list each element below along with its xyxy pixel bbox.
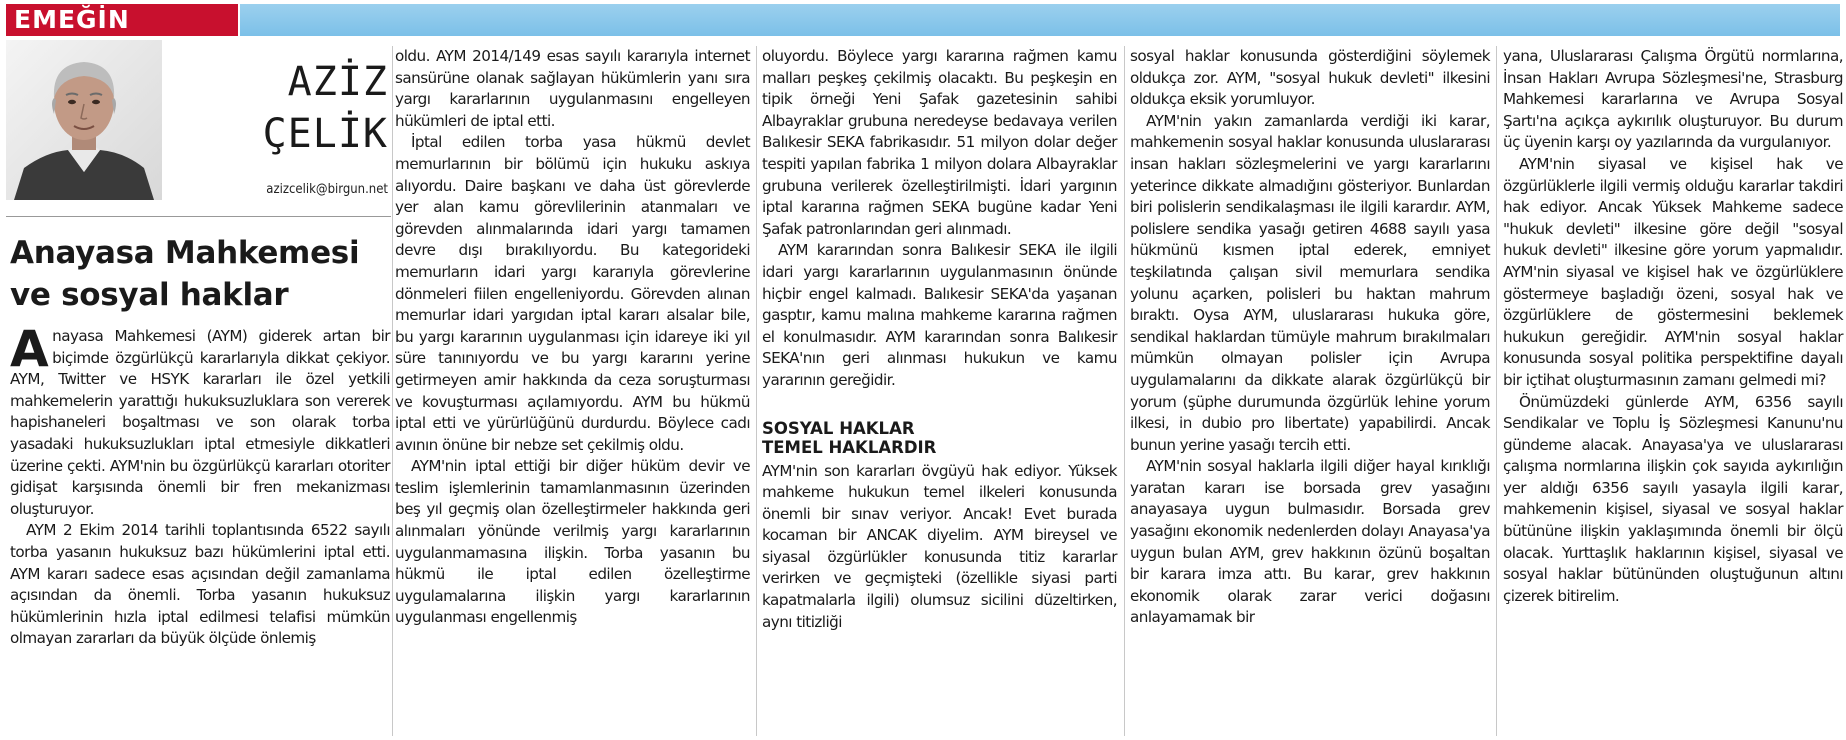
drop-cap: A [10,320,49,378]
paragraph: Önümüzdeki günlerde AYM, 6356 sayılı Sendikalar ve Toplu İş Sözleşmesi Kanunu'nu gündeme alacak. Anayasa'ya ve uluslararası çalışma normlarına ilişkin çok sayıda aykırılığın yer aldığı 6356 sayılı yasayla ilgili karar, mahkemenin kişisel, siyasal ve sosyal haklar bütününe ilişkin yaklaşımında önemli bir ölçü olacak. Yurttaşlık haklarının kişisel, siyasal ve sosyal haklar bütününden oluştuğunun altını çizerek bitirelim. [1503,392,1843,605]
author-last-name: ÇELİK [262,111,388,157]
paragraph: oluyordu. Böylece yargı kararına rağmen kamu malları peşkeş çekilmiş olacaktı. Bu peşkeşin en tipik örneği Yeni Şafak gazetesinin sahibi Albayraklar grubuna neredeyse bedavaya verilen Balıkesir SEKA fabrikasıdır. 51 milyon dolar değer tespiti yapılan fabrika 1 milyon dolara Albayraklar grubuna verilerek özelleştirilmişti. İdari yargının iptal kararına rağmen SEKA bugüne kadar Yeni Şafak patronlarından geri alınmadı. [762,47,1117,238]
column-4 [1130,46,1490,629]
paragraph: AYM'nin son kararları övgüyü hak ediyor. Yüksek mahkeme hukukun temel ilkeleri konusunda önemli bir sınav veriyor. Ancak! Evet burada kocaman bir ANCAK diyelim. AYM bireysel ve siyasal özgürlükler konusunda titiz kararlar verirken ve geçmişteki (özellikle siyasi parti kapatmalarla ilgili) olumsuz sicilini düzeltirken, aynı titizliği [762,461,1117,631]
column-rule [756,46,757,736]
paragraph [10,320,390,520]
subheading-line: SOSYAL HAKLAR [762,418,915,438]
paragraph: oldu. AYM 2014/149 esas sayılı kararıyla internet sansürüne olanak sağlayan hükümlerin yanı sıra yargı kararlarının uygulanmasını engelleyen hükümleri de iptal etti. [395,47,750,130]
author-divider [6,216,391,217]
column-1 [10,320,390,650]
column-2 [395,46,750,629]
author-first-name: AZİZ [287,59,388,105]
paragraph: AYM'nin yakın zamanlarda verdiği iki karar, mahkemenin sosyal haklar konusunda uluslararası insan hakları sözleşmelerini ve yargı kararlarını yeterince dikkate almadığını gösteriyor. Bunlardan biri polislerin sendikalaşması ile ilgili karardır. AYM, polislere sendika yasağı getiren 4688 sayılı yasa hükmünü kısmen iptal ederek, emniyet teşkilatında çalışan sivil memurlara sendika yolunu açarken, polisleri bu haktan mahrum bıraktı. Oysa AYM, uluslararası hukuka göre, sendikal haklardan tümüyle mahrum bırakılmaları mümkün olmayan polisler için Avrupa uygulamalarını da dikkate alarak özgürlükçü bir yorum (şüphe durumunda özgürlük lehine yorum ilkesi, in dubio pro libertate) yapabilirdi. Ancak bunun yerine yasağı tercih etti. [1130,111,1490,454]
section-label-box [6,4,238,36]
paragraph: AYM'nin sosyal haklarla ilgili diğer hayal kırıklığı yaratan kararı ise borsada grev yasağını anayasaya uygun bulmasıdır. Borsada grev yasağını ekonomik nedenlerden dolayı Anayasa'ya uygun bulan AYM, grev hakkının özünü boşaltan bir karara imza attı. Bu karar, grev hakkının ekonomik olarak zarar verici doğasını anlayamamak bir [1130,457,1490,627]
paragraph: yana, Uluslararası Çalışma Örgütü normlarına, İnsan Hakları Avrupa Sözleşmesi'ne, Strasburg Mahkemesi kararlarına ve Avrupa Sosyal Şartı'na açıkça aykırılık oluşturuyor. Bu durum üç üyenin karşı oy yazılarında da vurgulanıyor. [1503,47,1843,152]
section-label: EMEĞİN [14,5,130,34]
column-rule [1124,46,1125,736]
paragraph: AYM'nin iptal ettiği bir diğer hüküm devir ve teslim işlemlerinin tamamlanmasının üzerinden beş yıl geçmiş olan özelleştirmeler hakkında geri alınmaları yönünde verilmiş yargı kararlarının uygulanmamasına ilişkin. Torba yasanın bu hükmü ile iptal edilen özelleştirme uygulamalarına ilişkin yargı kararlarının uygulanması engellenmiş [395,457,750,627]
subheading [762,419,1117,457]
author-name [168,56,388,160]
article-title-line: Anayasa Mahkemesi [10,235,360,271]
header-bar [240,4,1840,36]
column-rule [1496,46,1497,736]
author-photo [6,40,162,200]
column-rule [392,46,393,736]
article-title-line: ve sosyal haklar [10,277,289,313]
article-title [10,232,390,316]
author-email: azizcelik@birgun.net [266,182,388,197]
column-3 [762,46,1117,633]
paragraph: AYM'nin siyasal ve kişisel hak ve özgürlüklerle ilgili vermiş olduğu kararlar takdiri hak ediyor. Ancak Yüksek Mahkeme sadece "hukuk devleti" ilkesine göre değil "sosyal hukuk devleti" ilkesine göre yorum yapmalıdır. AYM'nin siyasal ve kişisel hak ve özgürlüklere göstermeye başladığı özeni, sosyal hak ve özgürlüklere de göstermesini beklemek hukukun gereğidir. AYM'nin sosyal haklar konusunda sosyal politika perspektifine dayalı bir içtihat oluşturmasının zamanı gelmedi mi? [1503,154,1843,389]
paragraph: sosyal haklar konusunda gösterdiğini söylemek oldukça zor. AYM, "sosyal hukuk devleti" ilkesini oldukça eksik yorumluyor. [1130,47,1490,109]
paragraph: AYM 2 Ekim 2014 tarihli toplantısında 6522 sayılı torba yasanın hukuksuz bazı hükümlerini iptal etti. AYM kararı sadece esas açısından değil zamanlama açısından da önemli. Torba yasanın hukuksuz hükümlerinin hızla iptal edilmesi telafisi mümkün olmayan zararları da büyük ölçüde önlemiş [10,521,390,648]
subheading-line: TEMEL HAKLARDIR [762,437,937,457]
paragraph: AYM kararından sonra Balıkesir SEKA ile ilgili idari yargı kararlarının uygulanmasının önünde hiçbir engel kalmadı. Balıkesir SEKA'da yaşanan gasptır, kamu malına mahkeme kararına rağmen el konulmasıdır. AYM kararından sonra Balıkesir SEKA'nın geri alınması hukukun ve kamu yararının gereğidir. [762,241,1117,389]
paragraph-text: nayasa Mahkemesi (AYM) giderek artan bir biçimde özgürlükçü kararlarıyla dikkat çekiyor. AYM, Twitter ve HSYK kararları ile özel yetkili mahkemelerin yarattığı hukuksuzluklara son vererek hapishaneleri boşaltması ve son olarak torba yasadaki hukuksuzlukları iptal etmesiyle dikkatleri üzerine çekti. AYM'nin bu özgürlükçü kararları otoriter gidişat karşısında önemli bir fren mekanizması oluşturuyor. [10,327,390,518]
column-5 [1503,46,1843,607]
section-header [0,0,1846,38]
paragraph: İptal edilen torba yasa hükmü devlet memurlarının bir bölümü için hukuku askıya alıyordu. Daire başkanı ve daha üst görevlerde yer alan kamu görevlilerinin atanmaları ve görevden alınmalarında idari yargı tamamen devre dışı bırakılıyordu. Bu kategorideki memurların idari yargı kararıyla görevlerine dönmeleri fiilen engelleniyordu. Görevden alınan memurlar idari yargıdan iptal kararı alsalar bile, bu yargı kararının uygulanması için idareye iki yıl süre tanınıyordu ve bu yargı kararını yerine getirmeyen amir hakkında da ceza soruşturması ve kovuşturması açılamıyordu. AYM bu hükmü iptal etti ve yürürlüğünü durdurdu. Böylece cadı avının önüne bir nebze set çekilmiş oldu. [395,133,750,454]
author-portrait-image [6,40,162,200]
